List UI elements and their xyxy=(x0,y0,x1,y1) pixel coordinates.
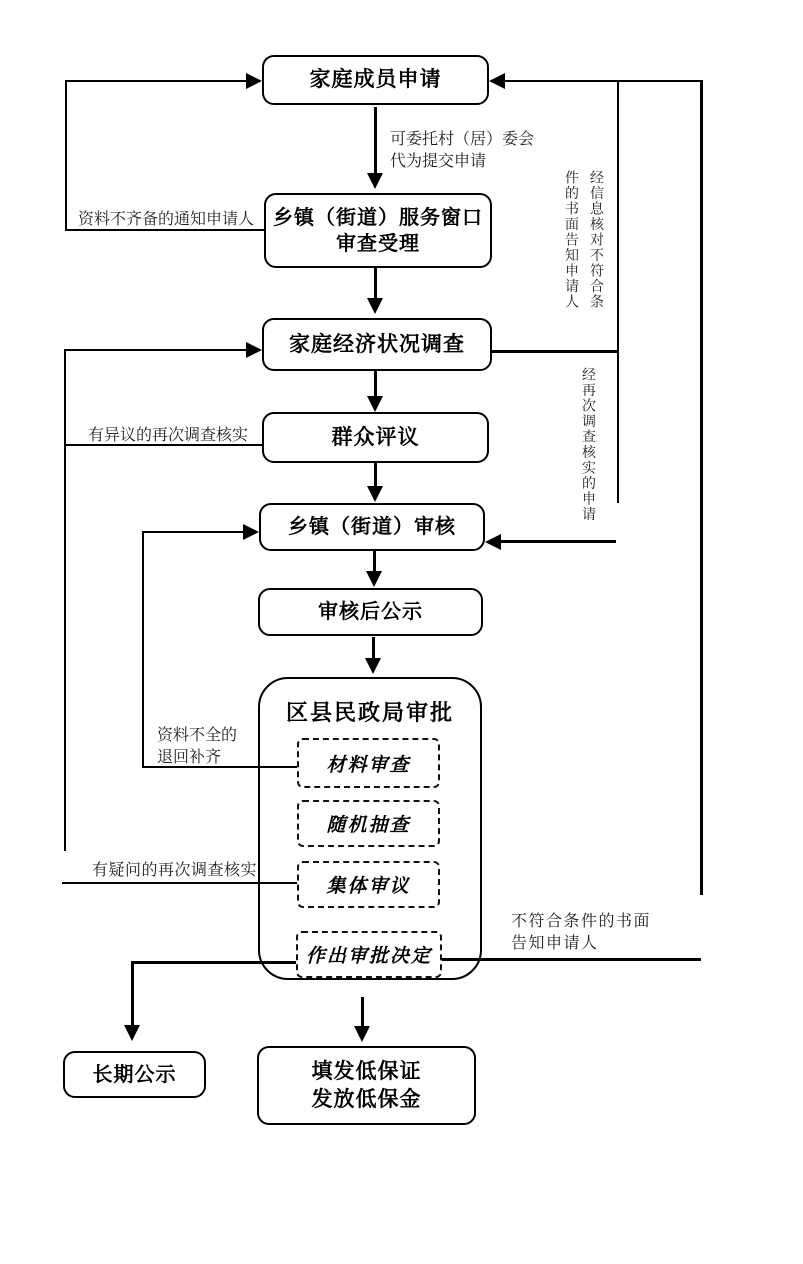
flow-decision-to-longpub-h xyxy=(131,961,296,964)
loop-recheck-v xyxy=(64,350,66,851)
loop-return-h2 xyxy=(142,531,243,533)
node-collective-review xyxy=(297,861,440,908)
arrowhead-into-audit-left xyxy=(243,524,259,540)
node-family-apply xyxy=(262,55,489,105)
arrowhead-into-audit xyxy=(367,486,383,502)
flow-window-to-survey xyxy=(374,268,377,298)
loop-recheck-arrow-h xyxy=(64,349,246,351)
node-material-check xyxy=(297,738,440,788)
node-service-window xyxy=(264,193,492,268)
node-service-window-line1: 乡镇（街道）服务窗口 xyxy=(273,206,483,229)
loop-incomplete-notice-h2 xyxy=(65,80,247,82)
label-incomplete-return xyxy=(157,725,237,769)
flow-audit-to-publicity xyxy=(373,551,376,571)
label-objection-recheck: 有异议的再次调查核实 xyxy=(88,427,249,444)
loop-recheckapply-h xyxy=(501,540,616,543)
node-mass-review-label: 群众评议 xyxy=(331,425,420,449)
node-post-audit-publicity xyxy=(258,588,483,636)
node-issue-certificate xyxy=(257,1046,476,1125)
node-random-check-label: 随机抽查 xyxy=(326,815,411,836)
flow-decision-to-issue xyxy=(361,997,364,1026)
node-mass-review xyxy=(262,412,489,463)
node-random-check xyxy=(297,800,440,847)
arrowhead-into-apply-left xyxy=(246,73,262,89)
arrowhead-into-survey-left xyxy=(246,342,262,358)
label-unqualified-notice-line1: 不符合条件的书面 xyxy=(511,913,652,930)
loop-incomplete-notice-v xyxy=(65,80,67,231)
node-issue-certificate-line2: 发放低保金 xyxy=(311,1087,422,1111)
arrowhead-into-review xyxy=(367,396,383,412)
label-entrust-line1: 可委托村（居）委会 xyxy=(390,131,535,148)
node-family-apply-label: 家庭成员申请 xyxy=(309,68,442,92)
label-incomplete-return-line1: 资料不全的 xyxy=(157,727,238,744)
flow-decision-to-longpub-v xyxy=(131,961,134,1025)
flow-publicity-to-bureau xyxy=(372,637,375,658)
arrowhead-into-bureau xyxy=(365,658,381,674)
label-incomplete-notice: 资料不齐备的通知申请人 xyxy=(78,211,255,228)
label-unqualified-notice xyxy=(511,911,651,955)
flow-survey-to-review xyxy=(374,371,377,396)
loop-survey-right-h xyxy=(490,350,619,353)
label-entrust-line2: 代为提交申请 xyxy=(390,153,487,170)
label-doubt-recheck: 有疑问的再次调查核实 xyxy=(92,862,258,879)
node-longterm-publicity-label: 长期公示 xyxy=(92,1063,177,1086)
arrowhead-into-apply-right xyxy=(489,73,505,89)
node-approval-decision-label: 作出审批决定 xyxy=(305,946,432,967)
loop-unqualified-h xyxy=(442,958,701,961)
flow-review-to-audit xyxy=(374,463,377,486)
arrowhead-into-publicity xyxy=(366,571,382,587)
node-economic-survey xyxy=(262,318,492,371)
label-incomplete-return-line2: 退回补齐 xyxy=(157,749,222,766)
arrowhead-into-window xyxy=(367,173,383,189)
node-material-check-label: 材料审查 xyxy=(326,754,411,776)
loop-return-v xyxy=(142,532,144,768)
loop-doubt-h xyxy=(62,882,297,884)
loop-infocheck-v xyxy=(617,81,619,503)
node-service-window-line2: 审查受理 xyxy=(336,232,420,255)
flow-apply-to-window xyxy=(374,107,377,173)
label-unqualified-notice-line2: 告知申请人 xyxy=(511,935,599,952)
node-township-audit xyxy=(259,503,485,551)
label-recheck-apply: 经再次调查核实的申请 xyxy=(580,367,595,522)
node-approval-decision xyxy=(296,931,442,978)
label-info-check-notice-col1: 经信息核对不符合条 xyxy=(588,170,603,310)
label-entrust xyxy=(390,129,534,173)
node-economic-survey-label: 家庭经济状况调查 xyxy=(289,332,465,356)
arrowhead-into-survey xyxy=(367,298,383,314)
node-township-audit-label: 乡镇（街道）审核 xyxy=(288,516,456,538)
node-issue-certificate-line1: 填发低保证 xyxy=(311,1060,422,1084)
loop-top-right-h xyxy=(504,80,703,82)
label-info-check-notice-col2: 件的书面告知申请人 xyxy=(563,170,578,310)
arrowhead-into-longpub xyxy=(124,1025,140,1041)
node-bureau-approval-title: 区县民政局审批 xyxy=(285,700,454,725)
arrowhead-into-audit-right xyxy=(485,534,501,550)
loop-unqualified-v xyxy=(700,81,703,895)
arrowhead-into-issue xyxy=(354,1026,370,1042)
node-post-audit-publicity-label: 审核后公示 xyxy=(318,601,423,623)
node-collective-review-label: 集体审议 xyxy=(326,876,411,897)
node-longterm-publicity xyxy=(63,1051,206,1098)
